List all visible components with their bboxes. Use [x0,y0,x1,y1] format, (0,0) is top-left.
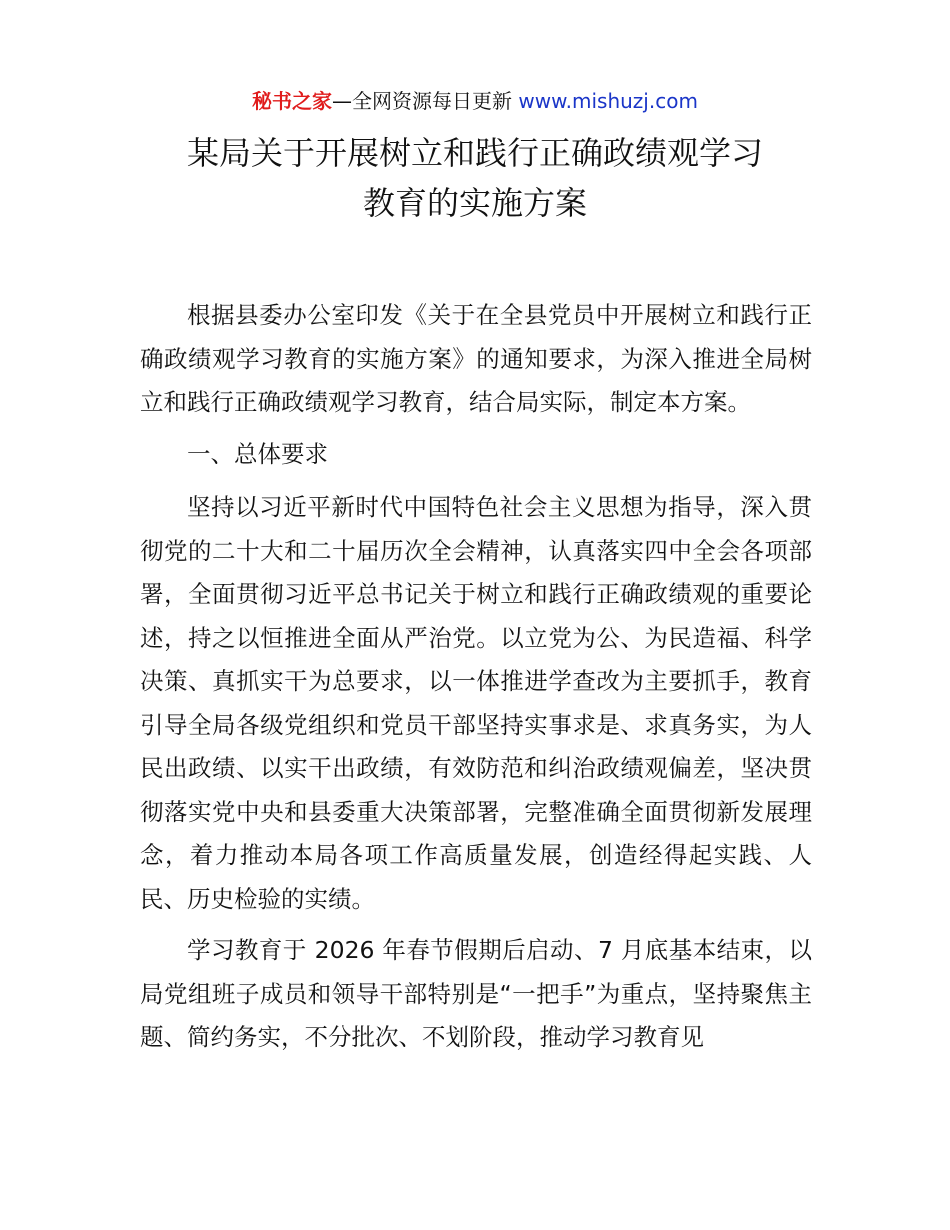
brand-name: 秘书之家 [252,89,333,113]
title-line-2: 教育的实施方案 [362,184,587,222]
site-url-link[interactable]: www.mishuzj.com [518,89,698,113]
title-line-1: 某局关于开展树立和践行正确政绩观学习 [186,134,763,172]
document-body [140,294,812,1068]
section-heading: 一、总体要求 [187,439,328,468]
body-paragraph: 坚持以习近平新时代中国特色社会主义思想为指导，深入贯彻党的二十大和二十届历次全会精神，认真落实四中全会各项部署，全面贯彻习近平总书记关于树立和践行正确政绩观的重要论述，持之以恒推进全面从严治党。以立党为公、为民造福、科学决策、真抓实干为总要求，以一体推进学查改为主要抓手，教育引导全局各级党组织和党员干部坚持实事求是、求真务实，为人民出政绩、以实干出政绩，有效防范和纠治政绩观偏差，坚决贯彻落实党中央和县委重大决策部署，完整准确全面贯彻新发展理念，着力推动本局各项工作高质量发展，创造经得起实践、人民、历史检验的实绩。 [140,493,812,913]
body-paragraph: 学习教育于 2026 年春节假期后启动、7 月底基本结束，以局党组班子成员和领导干部特别是“一把手”为重点，坚持聚焦主题、简约务实，不分批次、不划阶段，推动学习教育见 [140,936,812,1051]
document-title [0,128,950,228]
header-tagline: —全网资源每日更新 [332,89,519,113]
intro-paragraph: 根据县委办公室印发《关于在全县党员中开展树立和践行正确政绩观学习教育的实施方案》的通知要求，为深入推进全局树立和践行正确政绩观学习教育，结合局实际，制定本方案。 [140,301,812,416]
site-header [0,86,950,116]
